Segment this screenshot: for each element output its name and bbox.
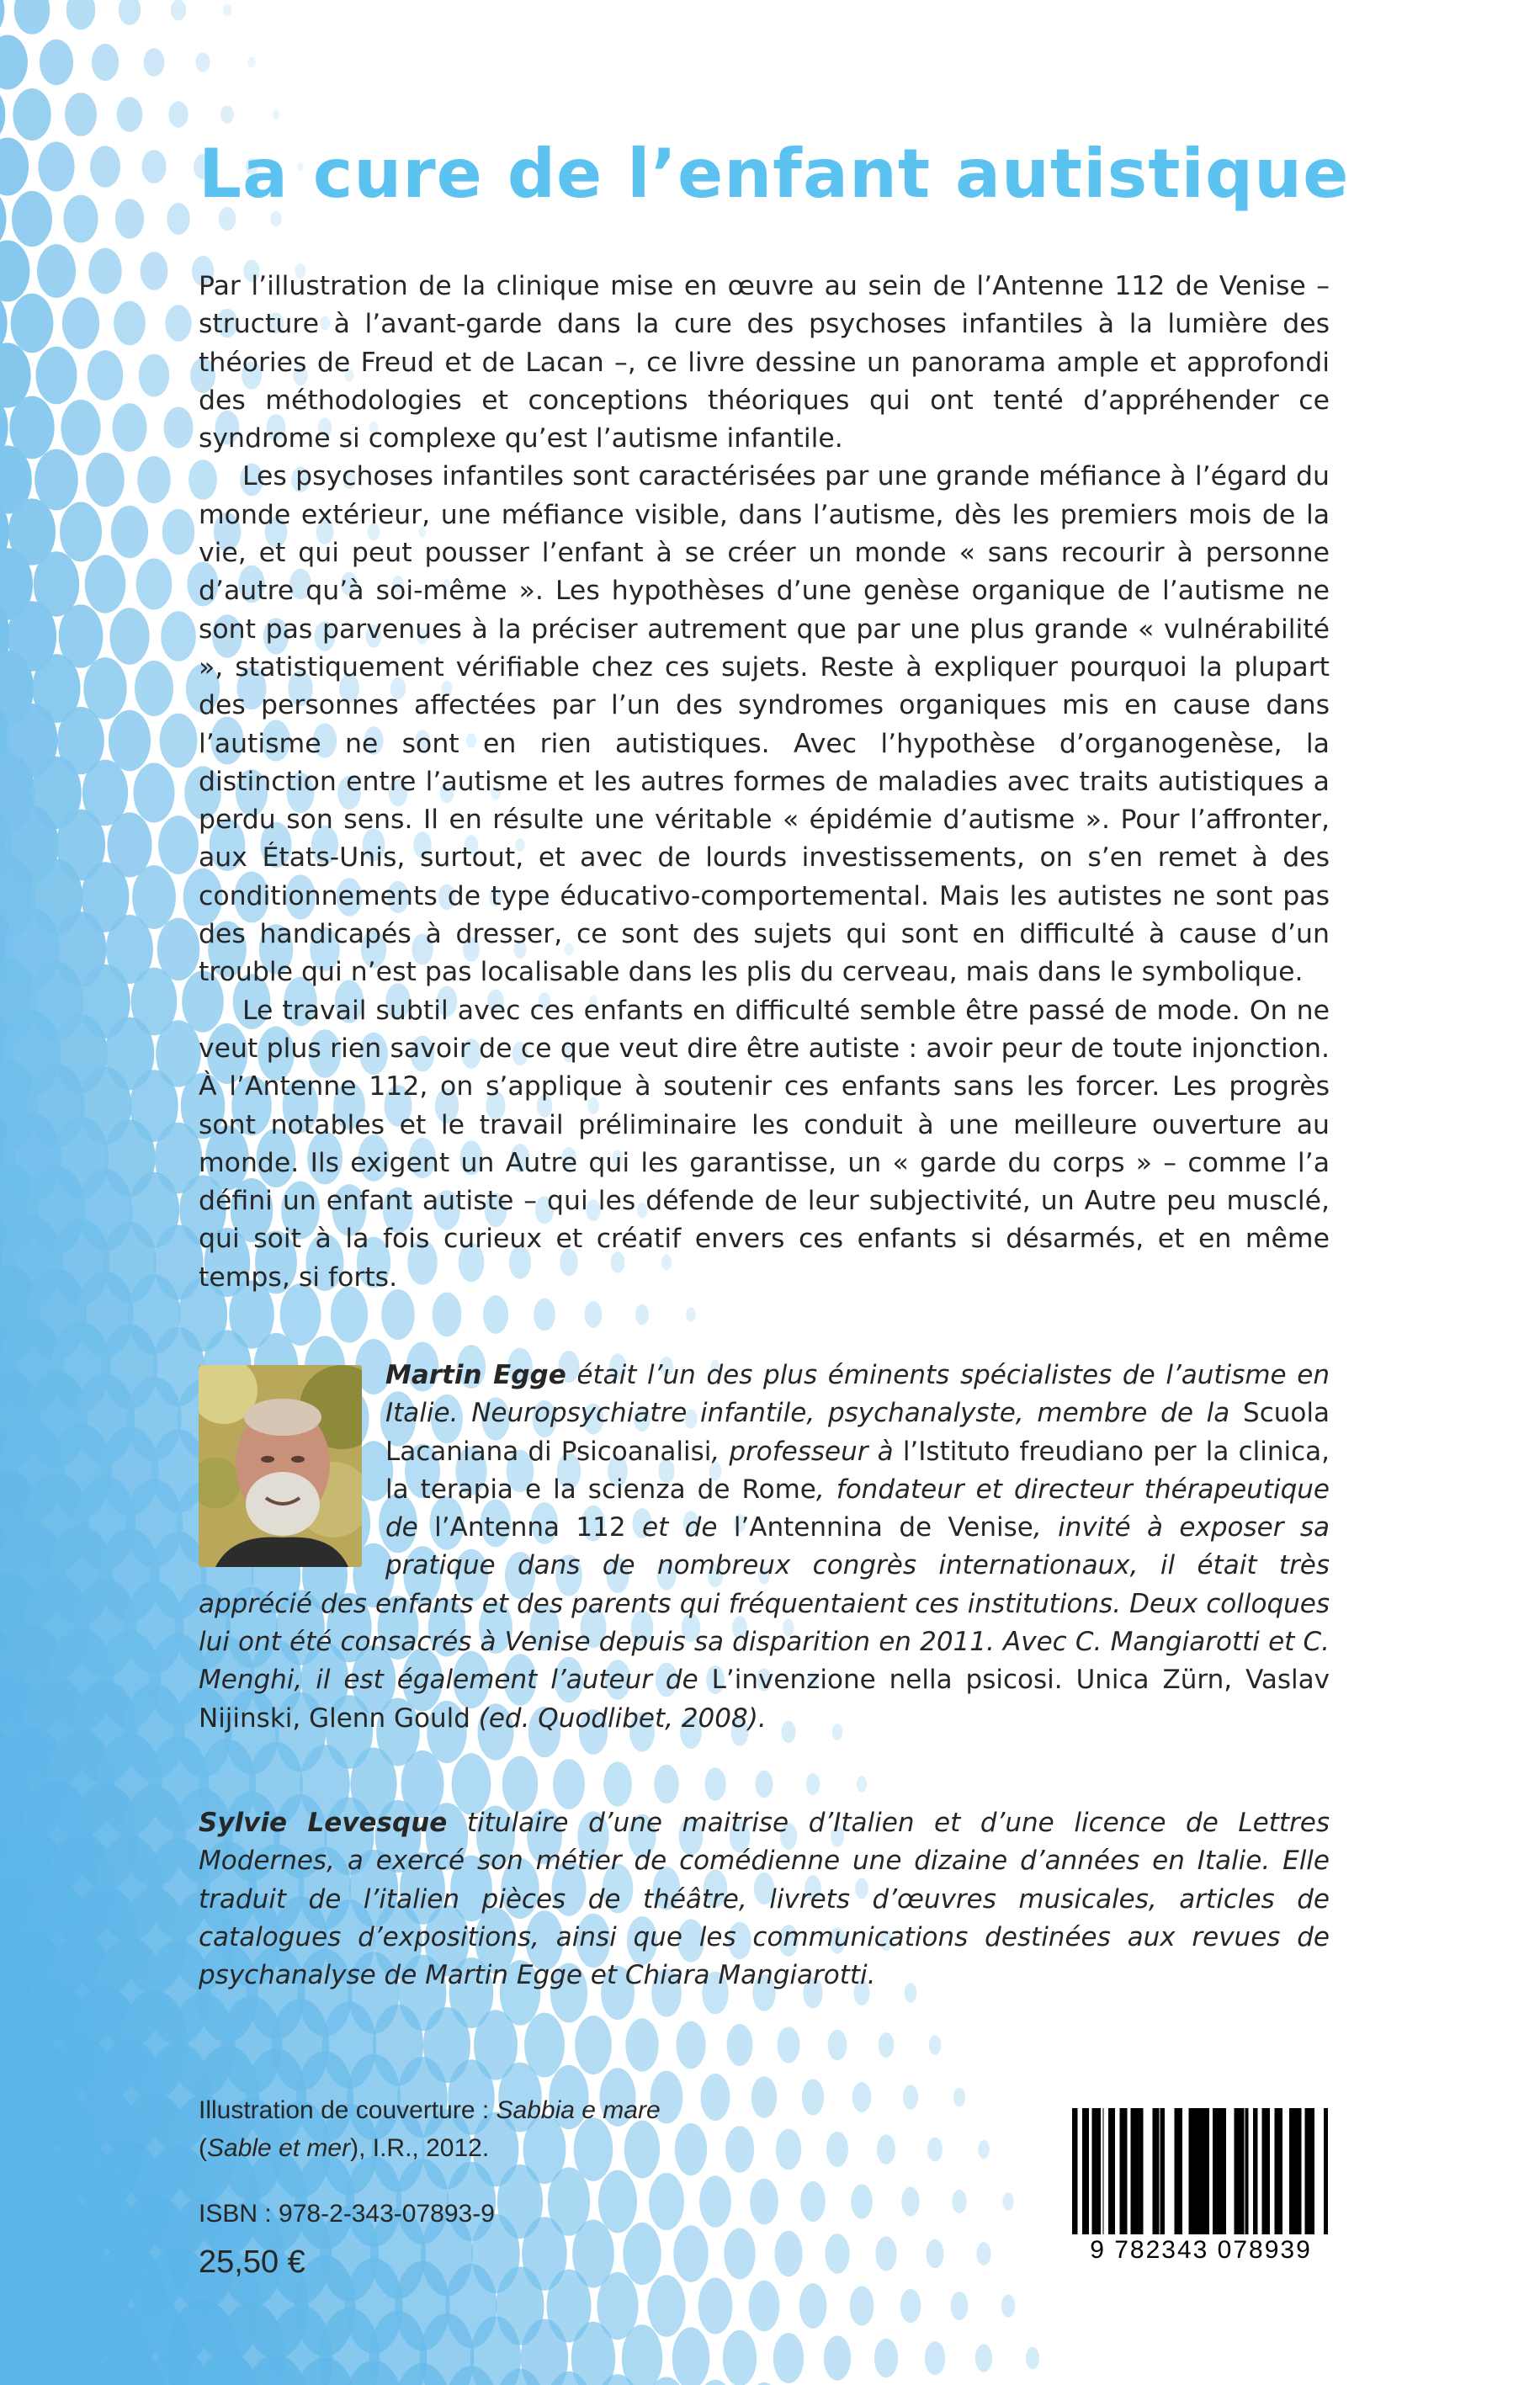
book-title: La cure de l’enfant autistique	[199, 135, 1350, 213]
barcode-bar	[1127, 2108, 1128, 2234]
cover-illustration-credit: Illustration de couverture : Sabbia e mare (Sable et mer), I.R., 2012.	[199, 2096, 661, 2162]
barcode-bar	[1242, 2108, 1245, 2234]
blurb-paragraph: Par l’illustration de la clinique mise en œuvre au sein de l’Antenne 112 de Venise – structure à l’avant-garde dans la cure des psychoses infantiles à la lumière des théories de Freud et de Lacan –, ce livre dessine un panorama ample et approfondi des méthodologies et conceptions théoriques qui ont tenté d’appréhender ce syndrome si complexe qu’est l’autisme infantile.	[199, 271, 1330, 454]
author-name: Martin Egge	[385, 1360, 566, 1390]
barcode-bar	[1219, 2108, 1222, 2234]
barcode-bar	[1279, 2108, 1282, 2234]
barcode-bar	[1235, 2108, 1240, 2234]
barcode-bar	[1216, 2108, 1219, 2234]
barcode-bar	[1189, 2108, 1194, 2234]
barcode-bar	[1253, 2108, 1258, 2234]
translator-name: Sylvie Levesque	[199, 1808, 448, 1838]
barcode-bar	[1103, 2108, 1104, 2234]
barcode-bar	[1099, 2108, 1102, 2234]
barcode-bar	[1160, 2108, 1166, 2234]
back-cover-blurb	[199, 268, 1330, 1297]
barcode-bar	[1324, 2108, 1326, 2234]
barcode-bar	[1205, 2108, 1210, 2234]
barcode-bar	[1290, 2108, 1295, 2234]
barcode-bar	[1120, 2108, 1123, 2234]
barcode-bar	[1153, 2108, 1158, 2234]
barcode-bar	[1309, 2108, 1314, 2234]
isbn: ISBN : 978-2-343-07893-9	[199, 2200, 495, 2228]
barcode-bar	[1295, 2108, 1298, 2234]
barcode-bar	[1123, 2108, 1127, 2234]
blurb-paragraph: Le travail subtil avec ces enfants en difficulté semble être passé de mode. On ne veut plus rien savoir de ce que veut dire être autiste : avoir peur de toute injonction. À l’Antenne 112, on s’applique à soutenir ces enfants sans les forcer. Les progrès sont notables et le travail préliminaire les conduit à une meilleure ouverture au monde. Ils exigent un Autre qui les garantisse, un « garde du corps » – comme l’a défini un enfant autiste – qui les défende de leur subjectivité, un Autre peu musclé, qui soit à la fois curieux et créatif envers ces enfants si désarmés, et en même temps, si forts.	[199, 995, 1330, 1293]
barcode-bar	[1112, 2108, 1115, 2234]
barcode-bar	[1326, 2108, 1329, 2234]
barcode-bar	[1175, 2108, 1178, 2234]
translator-bio: Sylvie Levesque titulaire d’une maitrise d’Italien et d’une licence de Lettres Modernes, a exercé son métier de comédienne une dizaine d’années en Italie. Elle traduit de l’italien pièces de théâtre, livrets d’œuvres musicales, articles de catalogues d’expositions, ainsi que les communications destinées aux revues de psychanalyse de Martin Egge et Chiara Mangiarotti.	[199, 1808, 1330, 1991]
barcode-bar	[1275, 2108, 1280, 2234]
barcode-bar	[1072, 2108, 1073, 2234]
barcode	[1062, 2108, 1340, 2303]
barcode-bar	[1092, 2108, 1096, 2234]
barcode-bar	[1157, 2108, 1160, 2234]
barcode-bar	[1082, 2108, 1086, 2234]
barcode-bar	[1193, 2108, 1197, 2234]
barcode-bar	[1073, 2108, 1078, 2234]
barcode-bar	[1267, 2108, 1270, 2234]
barcode-bar	[1262, 2108, 1267, 2234]
barcode-bar	[1086, 2108, 1089, 2234]
barcode-bar	[1131, 2108, 1136, 2234]
barcode-bar	[1202, 2108, 1205, 2234]
barcode-bar	[1108, 2108, 1112, 2234]
author-bio: Martin Egge était l’un des plus éminents spécialistes de l’autisme en Italie. Neuropsychiatre infantile, psychanalyste, membre de la Scuola Lacaniana di Psicoanalisi, professeur à l’Istituto freudiano per la clinica, la terapia e la scienza de Rome, fondateur et directeur thérapeutique de l’Antenna 112 et de l’Antennina de Venise, invité à exposer sa pratique dans de nombreux congrès internationaux, il était très apprécié des enfants et des parents qui fréquentaient ces institutions. Deux colloques lui ont été consacrés à Venise depuis sa disparition en 2011. Avec C. Mangiarotti et C. Menghi, il est également l’auteur de L’invenzione nella psicosi. Unica Zürn, Vaslav Nijinski, Glenn Gould (ed. Quodlibet, 2008).	[199, 1357, 1330, 1738]
barcode-bar	[1139, 2108, 1144, 2234]
barcode-bar	[1305, 2108, 1309, 2234]
barcode-digits: 9 782343 078939	[1062, 2235, 1340, 2265]
barcode-bar	[1298, 2108, 1302, 2234]
barcode-bar	[1245, 2108, 1249, 2234]
barcode-bar	[1096, 2108, 1099, 2234]
barcode-bar	[1135, 2108, 1139, 2234]
barcode-bar	[1178, 2108, 1183, 2234]
barcode-bar	[1289, 2108, 1290, 2234]
blurb-paragraph: Les psychoses infantiles sont caractérisées par une grande méfiance à l’égard du monde extérieur, une méfiance visible, dans l’autisme, dès les premiers mois de la vie, et qui peut pousser l’enfant à se créer un monde « sans recourir à personne d’autre qu’à soi-même ». Les hypothèses d’une genèse organique de l’autisme ne sont pas parvenues à la préciser autrement que par une plus grande « vulnérabilité », statistiquement vérifiable chez ces sujets. Reste à expliquer pourquoi la plupart des personnes affectées par l’un des syndromes organiques mis en cause dans l’autisme ne sont en rien autistiques. Avec l’hypothèse d’organogenèse, la distinction entre l’autisme et les autres formes de maladies avec traits autistiques a perdu son sens. Il en résulte une véritable « épidémie d’autisme ». Pour l’affronter, aux États-Unis, surtout, et avec de lourds investissements, on s’en remet à des conditionnements de type éducativo-comportemental. Mais les autistes ne sont pas des handicapés à dresser, ce sont des sujets qui sont en difficulté à cause d’un trouble qui n’est pas localisable dans les plis du cerveau, mais dans le symbolique.	[199, 461, 1330, 988]
author-photo	[199, 1365, 362, 1567]
barcode-bar	[1213, 2108, 1216, 2234]
barcode-bar	[1197, 2108, 1202, 2234]
barcode-bar	[1222, 2108, 1227, 2234]
price: 25,50 €	[199, 2244, 305, 2280]
barcode-bars	[1062, 2108, 1340, 2234]
barcode-bar	[1239, 2108, 1242, 2234]
